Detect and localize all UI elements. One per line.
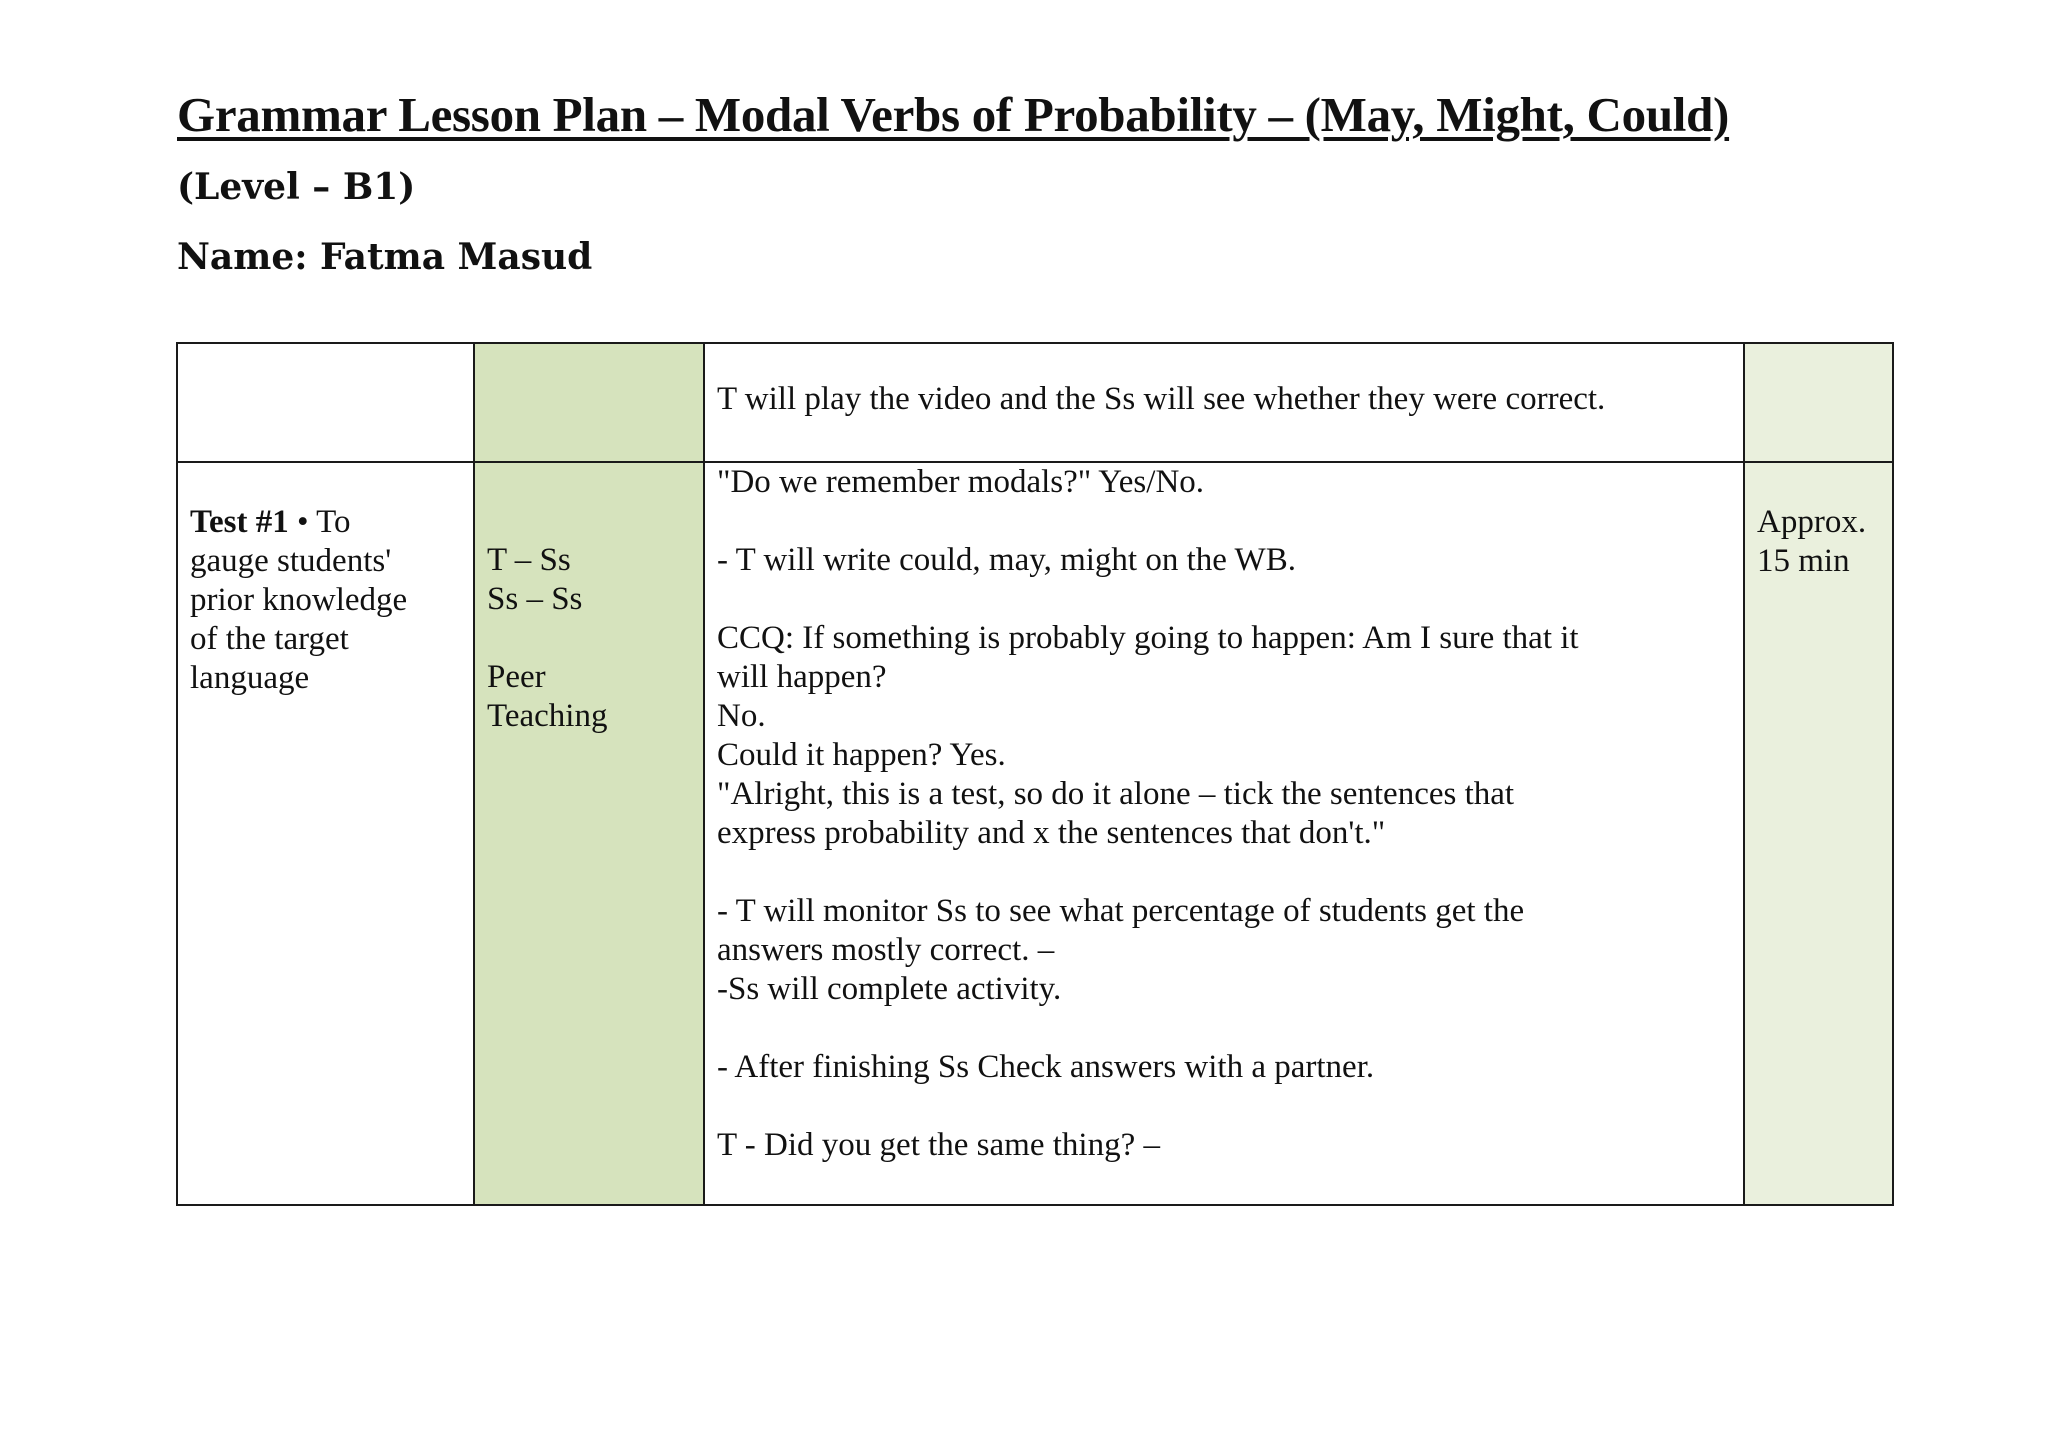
interaction-line: Teaching — [487, 698, 608, 734]
time-text — [1757, 503, 1880, 581]
procedure-line — [717, 502, 1731, 541]
procedure-cell — [704, 343, 1744, 462]
stage-cell — [177, 343, 474, 462]
procedure-line: express probability and x the sentences that don't." — [717, 815, 1386, 851]
procedure-line: "Alright, this is a test, so do it alone – tick the sentences that — [717, 776, 1515, 812]
document-title: Grammar Lesson Plan – Modal Verbs of Probability – (May, Might, Could) — [177, 87, 1730, 142]
time-line: 15 min — [1757, 543, 1850, 579]
time-cell — [1744, 462, 1893, 1205]
stage-cell — [177, 462, 474, 1205]
stage-line: of the target — [190, 621, 349, 657]
stage-line: • To — [296, 504, 351, 540]
time-line: Approx. — [1757, 504, 1867, 540]
procedure-cell — [704, 462, 1744, 1205]
level-label: (Level – B1) — [177, 166, 416, 208]
procedure-line: - After finishing Ss Check answers with a partner. — [717, 1049, 1375, 1085]
author-name: Name: Fatma Masud — [177, 236, 593, 278]
procedure-line: T - Did you get the same thing? – — [717, 1127, 1160, 1163]
stage-line: gauge students' — [190, 543, 392, 579]
procedure-line — [717, 1087, 1731, 1126]
stage-line: language — [190, 660, 310, 696]
procedure-line: No. — [717, 698, 766, 734]
lesson-plan-table — [176, 342, 1894, 1206]
interaction-line: Ss – Ss — [487, 581, 583, 617]
procedure-line: CCQ: If something is probably going to happen: Am I sure that it — [717, 620, 1579, 656]
table-row — [177, 343, 1893, 462]
procedure-text — [717, 463, 1731, 1165]
procedure-line: answers mostly correct. – — [717, 932, 1055, 968]
procedure-line — [717, 580, 1731, 619]
procedure-line: - T will write could, may, might on the WB. — [717, 542, 1296, 578]
procedure-line — [717, 853, 1731, 892]
interaction-line: Peer — [487, 659, 546, 695]
procedure-text: T will play the video and the Ss will see whether they were correct. — [717, 381, 1606, 417]
interaction-text — [487, 541, 691, 736]
procedure-line: Could it happen? Yes. — [717, 737, 1006, 773]
stage-title: Test #1 — [190, 504, 289, 540]
interaction-cell — [474, 462, 704, 1205]
time-cell — [1744, 343, 1893, 462]
interaction-cell — [474, 343, 704, 462]
procedure-line: -Ss will complete activity. — [717, 971, 1062, 1007]
procedure-line: - T will monitor Ss to see what percentage of students get the — [717, 893, 1525, 929]
procedure-line: will happen? — [717, 659, 887, 695]
procedure-line: "Do we remember modals?" Yes/No. — [717, 464, 1205, 500]
interaction-line — [487, 619, 691, 658]
stage-line: prior knowledge — [190, 582, 408, 618]
interaction-line: T – Ss — [487, 542, 571, 578]
table-row — [177, 462, 1893, 1205]
procedure-line — [717, 1009, 1731, 1048]
stage-text — [190, 503, 461, 698]
